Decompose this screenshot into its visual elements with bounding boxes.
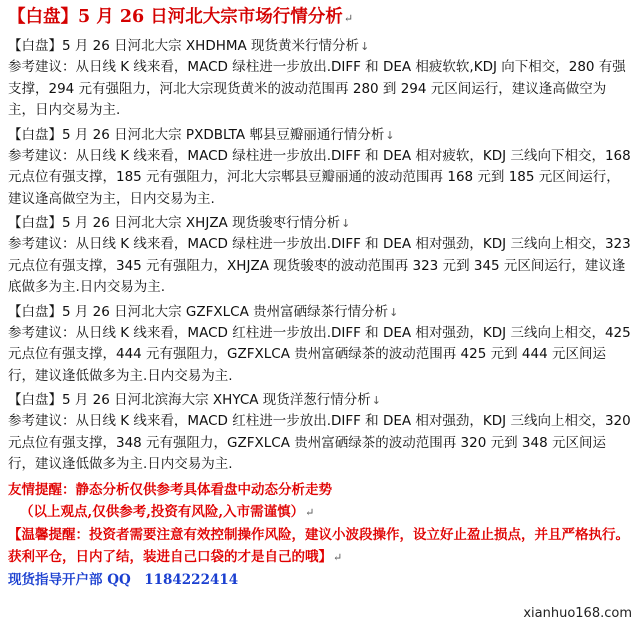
article-title: [8, 4, 632, 32]
paragraph-mark: ↵: [305, 505, 315, 519]
line-mark: ↓: [389, 305, 399, 319]
reminder-text: 友情提醒：静态分析仅供参考具体看盘中动态分析走势: [8, 481, 332, 498]
section-heading: [8, 36, 632, 57]
section-heading-text: 【白盘】5 月 26 日河北大宗 PXDBLTA 郫县豆瓣丽通行情分析: [8, 126, 385, 143]
line-mark: ↓: [360, 40, 370, 53]
section-advice: 参考建议：从日线 K 线来看，MACD 绿柱进一步放出.DIFF 和 DEA 相对强劲，KDJ 三线向上相交，323 元点位有强支撑，345 元有强阻力，XHJZA 现货骏枣的波动范围再 323 元到 345 元区间运行，建议逢底做多为主.日内交易为主.: [8, 236, 631, 295]
section-gzfxlca: [8, 302, 632, 388]
site-watermark: xianhuo168.com: [523, 606, 632, 621]
title-text: 【白盘】5 月 26 日河北大宗市场行情分析: [8, 7, 343, 27]
section-heading: [8, 213, 632, 234]
section-heading-text: 【白盘】5 月 26 日河北大宗 GZFXLCA 贵州富硒绿茶行情分析: [8, 303, 389, 320]
section-advice: 参考建议：从日线 K 线来看，MACD 红柱进一步放出.DIFF 和 DEA 相对强劲，KDJ 三线向上相交，320 元点位有强支撑，348 元有强阻力，GZFXLCA 贵州富硒绿茶的波动范围再 320 元到 348 元区间运行，建议逢低做多为主.日内交易为主.: [8, 413, 631, 472]
disclaimer-line: [8, 501, 632, 524]
line-mark: ↓: [341, 217, 351, 230]
section-xhyca: [8, 390, 632, 476]
line-mark: ↓: [371, 394, 382, 407]
section-advice: 参考建议：从日线 K 线来看，MACD 红柱进一步放出.DIFF 和 DEA 相对强劲，KDJ 三线向上相交，425 元点位有强支撑，444 元有强阻力，GZFXLCA 贵州富硒绿茶的波动范围再 425 元到 444 元区间运行，建议逢低做多为主.日内交易为主.: [8, 324, 631, 384]
section-heading-text: 【白盘】5 月 26 日河北大宗 XHJZA 现货骏枣行情分析: [8, 215, 341, 231]
disclaimer-text: （以上观点,仅供参考,投资有风险,入市需谨慎）: [20, 503, 305, 520]
footer-notes: [8, 479, 632, 591]
section-heading: [8, 302, 632, 323]
paragraph-mark: ↵: [343, 12, 354, 25]
section-xhdhma: [8, 36, 632, 122]
line-mark: ↓: [385, 128, 395, 142]
section-pxdblta: [8, 125, 632, 211]
section-heading-text: 【白盘】5 月 26 日河北滨海大宗 XHYCA 现货洋葱行情分析: [8, 392, 371, 408]
section-heading: [8, 125, 632, 146]
section-advice: 参考建议：从日线 K 线来看，MACD 绿柱进一步放出.DIFF 和 DEA 相对疲软，KDJ 三线向下相交，168 元点位有强支撑，185 元有强阻力，河北大宗郫县豆瓣丽通的波动范围再 168 元到 185 元区间运行，建议逢高做空为主，日内交易为主.: [8, 147, 631, 207]
paragraph-mark: ↵: [333, 550, 343, 564]
section-heading: [8, 390, 632, 411]
section-advice: 参考建议：从日线 K 线来看，MACD 绿柱进一步放出.DIFF 和 DEA 相疲软软,KDJ 向下相交，280 有强支撑，294 元有强阻力，河北大宗现货黄米的波动范围再 280 到 294 元区间运行，建议逢高做空为主，日内交易为主.: [8, 59, 626, 118]
contact-line: 现货指导开户部 QQ 1184222414: [8, 571, 239, 588]
risk-warning-line: [8, 524, 632, 569]
risk-warning-text: 【温馨提醒：投资者需要注意有效控制操作风险，建议小波段操作，设立好止盈止损点，并且严格执行。获利平仓，日内了结，装进自己口袋的才是自己的哦】: [8, 526, 629, 565]
section-xhjza: [8, 213, 632, 299]
section-heading-text: 【白盘】5 月 26 日河北大宗 XHDHMA 现货黄米行情分析: [8, 38, 360, 54]
